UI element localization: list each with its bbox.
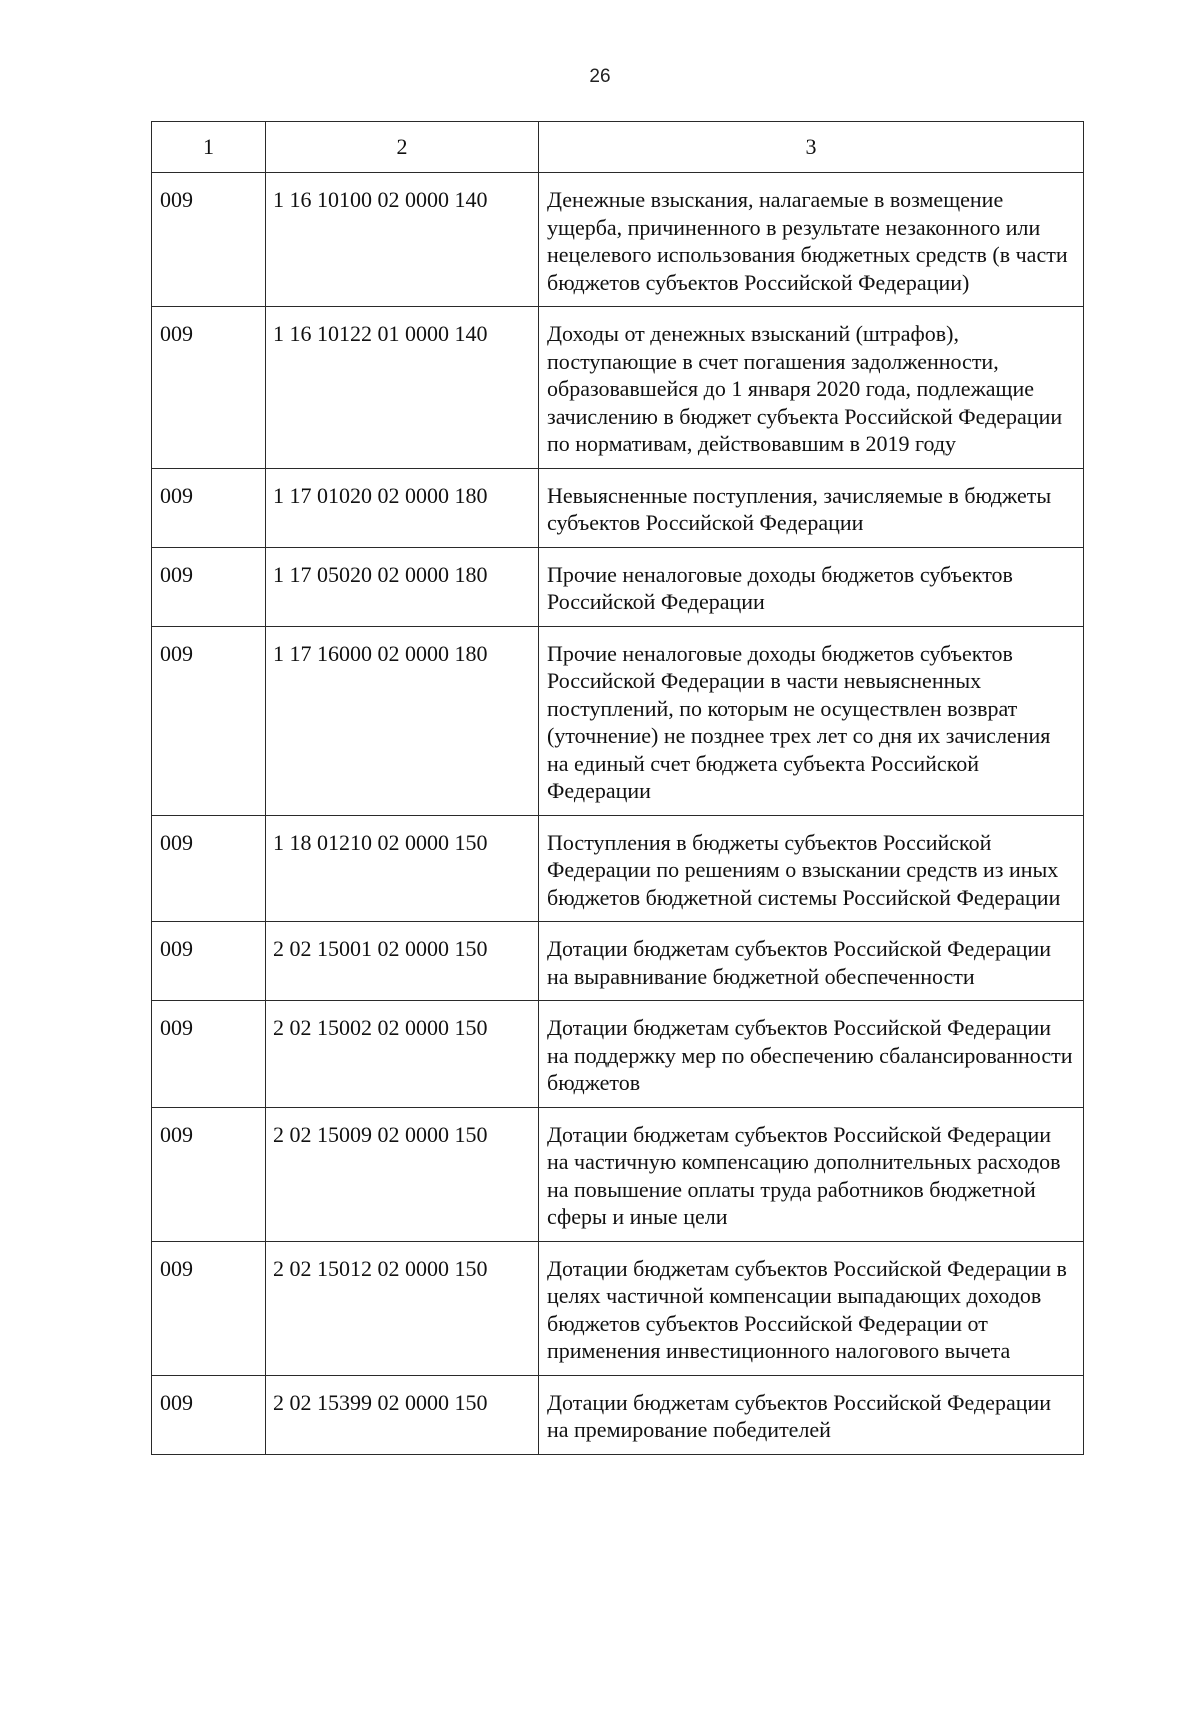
budget-code-cell: 1 18 01210 02 0000 150 xyxy=(266,815,539,922)
table-header-row xyxy=(152,122,1084,173)
admin-code-cell: 009 xyxy=(152,1241,266,1375)
table-row xyxy=(152,307,1084,469)
admin-code-cell: 009 xyxy=(152,1001,266,1108)
header-col-3: 3 xyxy=(539,122,1084,173)
admin-code-cell: 009 xyxy=(152,307,266,469)
budget-code-cell: 2 02 15009 02 0000 150 xyxy=(266,1107,539,1241)
table-row xyxy=(152,1001,1084,1108)
budget-code-cell: 1 17 01020 02 0000 180 xyxy=(266,468,539,547)
table-row xyxy=(152,815,1084,922)
income-name-cell: Доходы от денежных взысканий (штрафов), поступающие в счет погашения задолженности, образовавшейся до 1 января 2020 года, подлежащие зачислению в бюджет субъекта Российской Федерации по нормативам, действовавшим в 2019 году xyxy=(539,307,1084,469)
table-row xyxy=(152,173,1084,307)
income-name-cell: Дотации бюджетам субъектов Российской Федерации на частичную компенсацию дополнительных расходов на повышение оплаты труда работников бюджетной сферы и иные цели xyxy=(539,1107,1084,1241)
budget-code-cell: 2 02 15012 02 0000 150 xyxy=(266,1241,539,1375)
admin-code-cell: 009 xyxy=(152,815,266,922)
budget-code-cell: 1 17 05020 02 0000 180 xyxy=(266,547,539,626)
header-col-1: 1 xyxy=(152,122,266,173)
revenue-codes-table xyxy=(151,121,1084,1455)
table-row xyxy=(152,1241,1084,1375)
admin-code-cell: 009 xyxy=(152,1375,266,1454)
admin-code-cell: 009 xyxy=(152,173,266,307)
admin-code-cell: 009 xyxy=(152,547,266,626)
admin-code-cell: 009 xyxy=(152,922,266,1001)
table-row xyxy=(152,626,1084,815)
budget-code-cell: 1 16 10122 01 0000 140 xyxy=(266,307,539,469)
admin-code-cell: 009 xyxy=(152,1107,266,1241)
income-name-cell: Поступления в бюджеты субъектов Российской Федерации по решениям о взыскании средств из иных бюджетов бюджетной системы Российской Федерации xyxy=(539,815,1084,922)
table-row xyxy=(152,547,1084,626)
page-number: 26 xyxy=(589,66,611,87)
budget-code-cell: 2 02 15002 02 0000 150 xyxy=(266,1001,539,1108)
table-row xyxy=(152,468,1084,547)
budget-code-cell: 2 02 15001 02 0000 150 xyxy=(266,922,539,1001)
table-row xyxy=(152,1375,1084,1454)
income-name-cell: Невыясненные поступления, зачисляемые в бюджеты субъектов Российской Федерации xyxy=(539,468,1084,547)
income-name-cell: Денежные взыскания, налагаемые в возмещение ущерба, причиненного в результате незаконного или нецелевого использования бюджетных средств (в части бюджетов субъектов Российской Федерации) xyxy=(539,173,1084,307)
income-name-cell: Прочие неналоговые доходы бюджетов субъектов Российской Федерации xyxy=(539,547,1084,626)
income-name-cell: Прочие неналоговые доходы бюджетов субъектов Российской Федерации в части невыясненных поступлений, по которым не осуществлен возврат (уточнение) не позднее трех лет со дня их зачисления на единый счет бюджета субъекта Российской Федерации xyxy=(539,626,1084,815)
admin-code-cell: 009 xyxy=(152,626,266,815)
income-name-cell: Дотации бюджетам субъектов Российской Федерации на поддержку мер по обеспечению сбалансированности бюджетов xyxy=(539,1001,1084,1108)
budget-code-cell: 1 16 10100 02 0000 140 xyxy=(266,173,539,307)
budget-code-cell: 1 17 16000 02 0000 180 xyxy=(266,626,539,815)
income-name-cell: Дотации бюджетам субъектов Российской Федерации в целях частичной компенсации выпадающих доходов бюджетов субъектов Российской Федерации от применения инвестиционного налогового вычета xyxy=(539,1241,1084,1375)
table-row xyxy=(152,1107,1084,1241)
admin-code-cell: 009 xyxy=(152,468,266,547)
budget-code-cell: 2 02 15399 02 0000 150 xyxy=(266,1375,539,1454)
table-row xyxy=(152,922,1084,1001)
header-col-2: 2 xyxy=(266,122,539,173)
income-name-cell: Дотации бюджетам субъектов Российской Федерации на выравнивание бюджетной обеспеченности xyxy=(539,922,1084,1001)
income-name-cell: Дотации бюджетам субъектов Российской Федерации на премирование победителей xyxy=(539,1375,1084,1454)
